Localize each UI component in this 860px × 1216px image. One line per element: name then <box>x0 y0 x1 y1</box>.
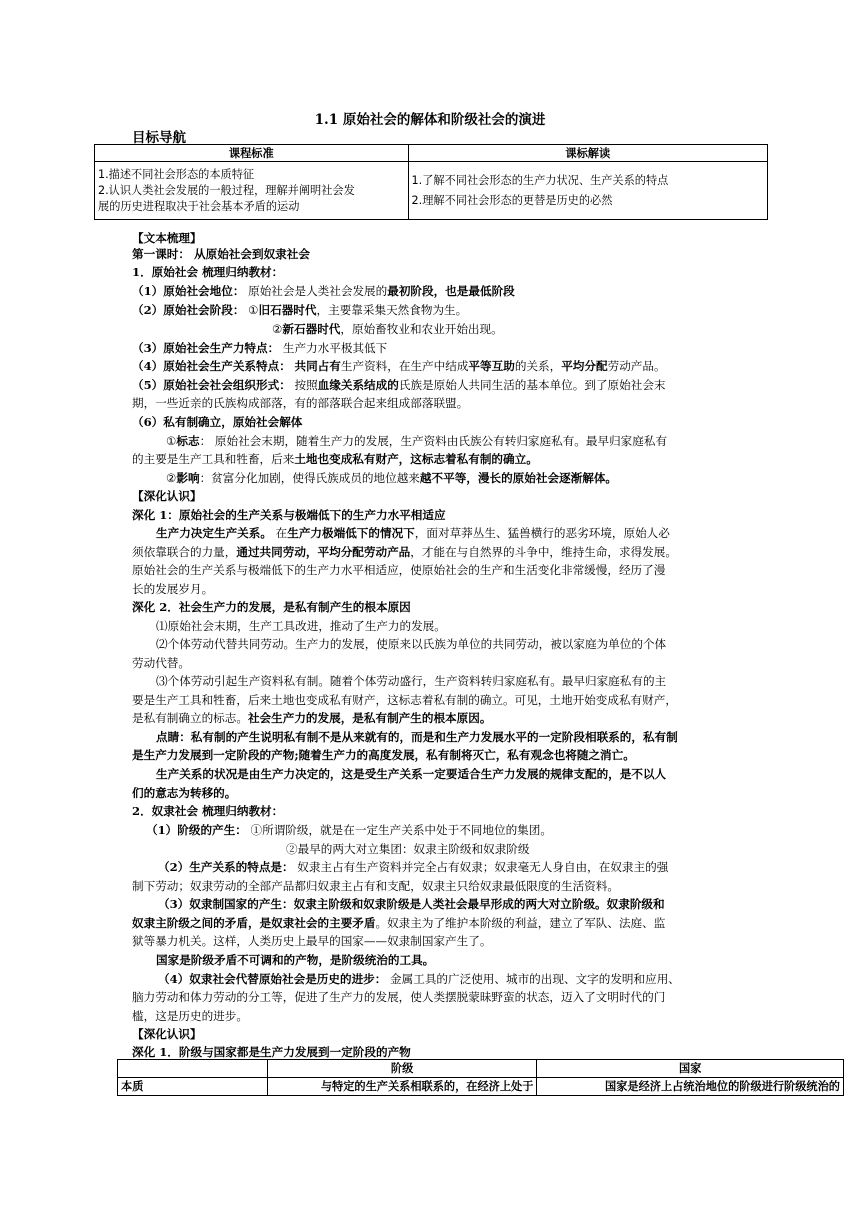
table-row <box>118 1078 844 1096</box>
table-header: 课标解读 <box>408 145 767 162</box>
bold-text: （2）生产关系的特点是： <box>158 860 294 874</box>
cell-line: 2.认识人类社会发展的一般过程，理解并阐明社会发 <box>98 183 355 197</box>
table-header-row <box>118 1060 844 1078</box>
text-line <box>132 693 677 708</box>
bold-text: 深化 1：原始社会的生产关系与极端低下的生产力水平相适应 <box>132 508 446 522</box>
text-span: ② <box>272 322 283 336</box>
text-span: ，主要靠采集天然食物为生。 <box>316 303 468 317</box>
cell-line: 2.理解不同社会形态的更替是历史的必然 <box>411 193 613 207</box>
text-line <box>156 730 678 745</box>
text-line <box>156 674 666 689</box>
bold-text: （2）原始社会阶段： <box>132 303 245 317</box>
bold-text: 深化 2．社会生产力的发展，是私有制产生的根本原因 <box>132 600 411 614</box>
text-span: 的关系， <box>514 359 562 373</box>
text-span: ：贫富分化加剧，使得氏族成员的地位越来 <box>199 471 420 485</box>
text-line <box>156 526 670 541</box>
page-title: 1.1 原始社会的解体和阶级社会的演进 <box>314 112 546 128</box>
bold-text: （3）奴隶制国家的产生：奴隶主阶级和奴隶阶级是人类社会最早形成的两大对立阶级。奴隶阶级和 <box>158 897 665 911</box>
text-span: 奴隶主占有生产资料并完全占有奴隶；奴隶毫无人身自由，在奴隶主的强 <box>293 860 669 874</box>
cell-line: 展的历史进程取决于社会基本矛盾的运动 <box>98 199 300 213</box>
table-header-row <box>95 145 768 162</box>
bold-text: 国家是阶级矛盾不可调和的产物，是阶级统治的工具。 <box>156 953 435 967</box>
section-heading-nav: 目标导航 <box>132 130 186 146</box>
text-span: ⑵个体劳动代替共同劳动。生产力的发展，使原来以氏族为单位的共同劳动，被以家庭为单位的个体 <box>156 637 667 651</box>
text-line <box>132 284 515 299</box>
text-span: 须依靠联合的力量， <box>132 545 237 559</box>
table-cell-interpretation <box>408 162 767 220</box>
text-line <box>166 471 617 486</box>
bold-text: （6）私有制确立，原始社会解体 <box>132 415 303 429</box>
text-span: ① <box>166 434 177 448</box>
bold-text: 社会生产力的发展，是私有制产生的根本原因。 <box>247 711 492 725</box>
text-span: 制下劳动；奴隶劳动的全部产品都归奴隶主占有和支配，奴隶主只给奴隶最低限度的生活资料。 <box>132 879 619 893</box>
bold-text: 标志 <box>176 434 200 448</box>
text-line <box>132 711 491 726</box>
text-line <box>132 563 665 578</box>
text-span: 脑力劳动和体力劳动的分工等，促进了生产力的发展，使人类摆脱蒙昧野蛮的状态，迈入了文明时代的门 <box>132 990 666 1004</box>
bold-text: 生产力极端低下的情况下 <box>287 526 415 540</box>
text-line <box>156 637 666 652</box>
text-line <box>132 545 677 560</box>
bold-text: 【文本梳理】 <box>132 231 202 245</box>
cell-line: 1.了解不同社会形态的生产力状况、生产关系的特点 <box>411 173 669 187</box>
text-line <box>132 265 283 280</box>
bold-text: 通过共同劳动，平均分配劳动产品 <box>236 545 411 559</box>
text-span: 槛，这是历史的进步。 <box>132 1009 248 1023</box>
text-line <box>156 953 434 968</box>
text-line <box>286 842 529 857</box>
text-line <box>158 860 668 875</box>
text-line <box>132 916 665 931</box>
text-line <box>132 489 202 504</box>
bold-text: 平均分配 <box>561 359 608 373</box>
text-span: ①所谓阶级，就是在一定生产关系中处于不同地位的集团。 <box>246 823 552 837</box>
text-line <box>132 1045 411 1060</box>
text-line <box>132 934 491 949</box>
bold-text: 点睛：私有制的产生说明私有制不是从来就有的，而是和生产力发展水平的一定阶段相联系的，私有制 <box>156 730 678 744</box>
bold-text: 血缘关系结成的 <box>317 378 399 392</box>
bold-text: 共同占有 <box>294 359 341 373</box>
curriculum-table <box>94 144 768 220</box>
text-span: 长的发展岁月。 <box>132 582 214 596</box>
text-line <box>132 879 619 894</box>
text-line <box>132 396 468 411</box>
text-span: 生产力水平极其低下 <box>279 341 388 355</box>
text-span: 原始社会是人类社会发展的 <box>244 284 388 298</box>
text-span: ，原始畜牧业和农业开始出现。 <box>340 322 503 336</box>
text-span: ② <box>166 471 177 485</box>
text-span: 要是生产工具和牲畜，后来土地也变成私有财产，这标志着私有制的确立。可见，土地开始变成私有财产， <box>132 693 677 707</box>
bold-text: 深化 1．阶级与国家都是生产力发展到一定阶段的产物 <box>132 1045 411 1059</box>
table-cell: 国家是经济上占统治地位的阶级进行阶级统治的 <box>537 1078 844 1096</box>
bold-text: 土地也变成私有财产，这标志着私有制的确立。 <box>294 452 538 466</box>
bold-text: （3）原始社会生产力特点： <box>132 341 280 355</box>
text-line <box>132 804 283 819</box>
text-line <box>132 582 213 597</box>
bold-text: 第一课时： 从原始社会到奴隶社会 <box>132 247 310 261</box>
text-span: ⑴原始社会末期，生产工具改进，推动了生产力的发展。 <box>156 619 446 633</box>
table-header: 阶级 <box>267 1060 537 1078</box>
text-line <box>132 748 635 763</box>
text-span: ②最早的两大对立集团：奴隶主阶级和奴隶阶级 <box>286 842 530 856</box>
text-line <box>156 619 446 634</box>
text-line <box>132 231 202 246</box>
text-line <box>158 897 665 912</box>
bold-text: （1）原始社会地位： <box>132 284 245 298</box>
text-span: 劳动产品。 <box>607 359 666 373</box>
table-header <box>118 1060 268 1078</box>
table-cell: 与特定的生产关系相联系的，在经济上处于 <box>267 1078 537 1096</box>
text-span: 按照 <box>290 378 318 392</box>
bold-text: 们的意志为转移的。 <box>132 786 237 800</box>
text-line <box>132 990 665 1005</box>
text-line <box>132 786 236 801</box>
bold-text: 新石器时代 <box>282 322 341 336</box>
table-header: 课程标准 <box>95 145 409 162</box>
bold-text: 1．原始社会 梳理归纳教材： <box>132 265 284 279</box>
bold-text: 影响 <box>176 471 200 485</box>
table-cell: 本质 <box>118 1078 268 1096</box>
bold-text: 生产力决定生产关系。 <box>156 526 272 540</box>
text-span: 的主要是生产工具和牲畜，后来 <box>132 452 295 466</box>
bold-text: （4）奴隶社会代替原始社会是历史的进步： <box>158 972 387 986</box>
text-line <box>158 972 680 987</box>
text-line <box>132 415 302 430</box>
text-line <box>146 823 552 838</box>
text-span: 氏族是原始人共同生活的基本单位。到了原始社会末 <box>398 378 666 392</box>
bold-text: 生产关系的状况是由生产力决定的，这是受生产关系一定要适合生产力发展的规律支配的，是不以人 <box>156 767 667 781</box>
bold-text: 是生产力发展到一定阶段的产物;随着生产力的高度发展，私有制将灭亡，私有观念也将随之消亡。 <box>132 748 635 762</box>
text-line <box>166 434 667 449</box>
bold-text: （5）原始社会社会组织形式： <box>132 378 291 392</box>
text-span: 期，一些近亲的氏族构成部落，有的部落联合起来组成部落联盟。 <box>132 396 469 410</box>
bold-text: 2．奴隶社会 梳理归纳教材： <box>132 804 284 818</box>
text-line <box>132 247 310 262</box>
text-span: ⑶个体劳动引起生产资料私有制。随着个体劳动盛行，生产资料转归家庭私有。最早归家庭私有的主 <box>156 674 667 688</box>
text-span: ，面对草莽丛生、猛兽横行的恶劣环境，原始人必 <box>414 526 670 540</box>
text-span: ① <box>244 303 259 317</box>
text-line <box>156 767 666 782</box>
text-span: 金属工具的广泛使用、城市的出现、文字的发明和应用、 <box>386 972 680 986</box>
text-line <box>272 322 503 337</box>
text-span: ，才能在与自然界的斗争中，维持生命，求得发展。 <box>410 545 677 559</box>
bold-text: 平等互助 <box>468 359 515 373</box>
bold-text: 越不平等，漫长的原始社会逐渐解体。 <box>419 471 618 485</box>
text-span: ： 原始社会末期，随着生产力的发展，生产资料由氏族公有转归家庭私有。最早归家庭私有 <box>199 434 668 448</box>
table-cell-standards <box>95 162 409 220</box>
bold-text: 【深化认识】 <box>132 489 202 503</box>
text-span: 狱等暴力机关。这样，人类历史上最早的国家——奴隶制国家产生了。 <box>132 934 492 948</box>
text-span: 。奴隶主为了维护本阶级的利益，建立了军队、法庭、监 <box>375 916 666 930</box>
bold-text: 旧石器时代 <box>258 303 317 317</box>
table-header: 国家 <box>537 1060 844 1078</box>
text-line <box>132 1009 248 1024</box>
text-line <box>132 452 538 467</box>
text-line <box>132 378 666 393</box>
class-state-table <box>117 1059 844 1096</box>
text-span: 是私有制确立的标志。 <box>132 711 248 725</box>
text-line <box>132 600 411 615</box>
table-row <box>95 162 768 220</box>
text-line <box>132 303 467 318</box>
text-span: 原始社会的生产关系与极端低下的生产力水平相适应，使原始社会的生产和生活变化非常缓慢，经历了漫 <box>132 563 666 577</box>
bold-text: （1）阶级的产生： <box>146 823 247 837</box>
bold-text: 奴隶主阶级之间的矛盾，是奴隶社会的主要矛盾 <box>132 916 376 930</box>
bold-text: 【深化认识】 <box>132 1027 202 1041</box>
text-line <box>132 656 190 671</box>
text-span: 劳动代替。 <box>132 656 190 670</box>
text-span: 生产资料，在生产中结成 <box>340 359 469 373</box>
text-line <box>132 508 446 523</box>
text-line <box>132 1027 202 1042</box>
text-line <box>132 341 387 356</box>
cell-line: 1.描述不同社会形态的本质特征 <box>98 167 255 181</box>
text-line <box>132 359 666 374</box>
text-span: 在 <box>271 526 288 540</box>
bold-text: （4）原始社会生产关系特点： <box>132 359 291 373</box>
bold-text: 最初阶段，也是最低阶段 <box>387 284 515 298</box>
